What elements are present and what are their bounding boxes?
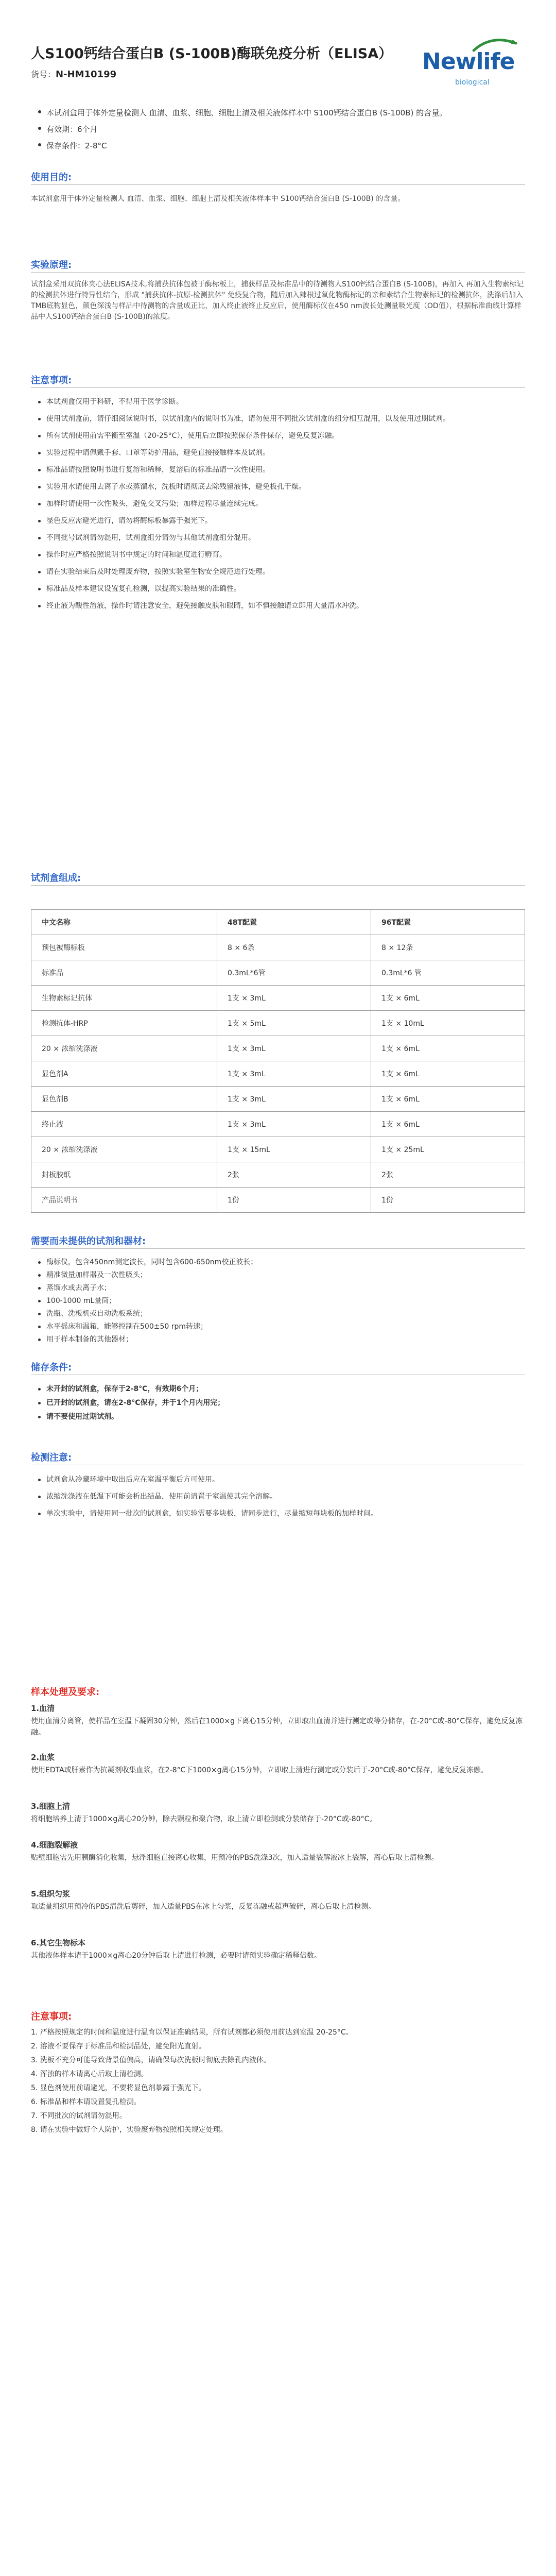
catalog-value: N-HM10199: [56, 69, 117, 80]
list-item: 1. 严格按照规定的时间和温度进行温育以保证准确结果，所有试剂都必须使用前达到室温 20-25°C。: [31, 2028, 353, 2037]
divider: [31, 387, 525, 388]
list-item: 试剂盒从冷藏环境中取出后应在室温平衡后方可使用。: [31, 1475, 525, 1485]
bullet-icon: [38, 110, 41, 113]
list-item: 6. 标准品和样本请设置复孔检测。: [31, 2098, 141, 2106]
table-row: [31, 1036, 525, 1061]
list-item: 所有试剂使用前需平衡至室温（20-25°C），使用后立即按照保存条件保存，避免反复冻融。: [31, 431, 525, 442]
logo-wordmark: Newlife: [422, 48, 515, 75]
table-cell: 8 × 12条: [371, 935, 525, 960]
table-row: [31, 1137, 525, 1162]
table-row: [31, 1087, 525, 1112]
table-cell: 20 × 浓缩洗涤液: [31, 1137, 217, 1162]
table-row: [31, 1011, 525, 1036]
list-item: 酶标仪，包含450nm测定波长，同时包含600-650nm校正波长；: [31, 1257, 525, 1268]
list-item: 100-1000 mL量筒；: [31, 1296, 525, 1307]
list-item: 标准品及样本建议设置复孔检测，以提高实验结果的准确性。: [31, 584, 525, 595]
detection-notes-list: [31, 1475, 525, 1526]
list-item: 操作时应严格按照说明书中规定的时间和温度进行孵育。: [31, 550, 525, 561]
header-bullet: 有效期：6个月: [31, 124, 525, 140]
divider: [31, 184, 525, 185]
table-cell: 1支 × 6mL: [371, 986, 525, 1011]
table-cell: 2张: [371, 1162, 525, 1188]
list-item: 实验用水请使用去离子水或蒸馏水，洗板时请彻底去除残留液体，避免板孔干燥。: [31, 482, 525, 493]
catalog-label: 货号：: [31, 70, 56, 79]
table-cell: 1支 × 6mL: [371, 1061, 525, 1087]
principle-text: 试剂盒采用双抗体夹心法ELISA技术,将捕获抗体包被于酶标板上，捕获样品及标准品中的待测物人S100钙结合蛋白B (S-100B)，再加入 再加入生物素标记的检测抗体进行特异性结合，形成 "捕获抗体-抗原-检测抗体" 免疫复合物，随后加入辣根过氧化物酶标记的亲和素结合生物素标记的检测抗体，洗涤后加入TMB底物显色，颜色深浅与样品中待测物的含量成正比，加入终止液终止反应后，使用酶标仪在450 nm波长处测量吸光度（OD值），根据标准曲线计算样品中人S100钙结合蛋白B (S-100B)的浓度。: [31, 280, 524, 321]
list-item: 终止液为酸性溶液，操作时请注意安全，避免接触皮肤和眼睛，如不慎接触请立即用大量清水冲洗。: [31, 601, 525, 612]
header: [31, 37, 525, 94]
sample-head-lysate: 4.细胞裂解液: [31, 1840, 78, 1850]
list-item: 请在实验结束后及时处理废弃物，按照实验室生物安全规范进行处理。: [31, 567, 525, 578]
table-header-row: [31, 910, 525, 935]
table-cell: 封板胶纸: [31, 1162, 217, 1188]
table-cell: 产品说明书: [31, 1188, 217, 1213]
table-cell: 1支 × 6mL: [371, 1036, 525, 1061]
list-item: 已开封的试剂盒，请在2-8°C保存，并于1个月内用完；: [31, 1398, 525, 1409]
list-item: 本试剂盒仅用于科研，不得用于医学诊断。: [31, 397, 525, 408]
sample-text-plasma: 使用EDTA或肝素作为抗凝剂收集血浆，在2-8°C下1000×g离心15分钟，立即取上清进行测定或分装后于-20°C或-80°C保存，避免反复冻融。: [31, 1766, 488, 1774]
divider: [31, 1248, 525, 1249]
divider: [31, 272, 525, 273]
list-item: 加样时请使用一次性吸头，避免交叉污染；加样过程尽量连续完成。: [31, 499, 525, 510]
header-bullet: 保存条件：2-8°C: [31, 140, 525, 157]
table-cell: 终止液: [31, 1112, 217, 1137]
divider: [31, 885, 525, 886]
storage-list: [31, 1384, 525, 1426]
table-cell: 2张: [217, 1162, 371, 1188]
table-cell: 1支 × 6mL: [371, 1112, 525, 1137]
list-item: 标准品请按照说明书进行复溶和稀释，复溶后的标准品请一次性使用。: [31, 465, 525, 476]
logo-subtitle: biological: [455, 78, 490, 87]
list-item: 蒸馏水或去离子水；: [31, 1283, 525, 1294]
table-cell: 1支 × 5mL: [217, 1011, 371, 1036]
list-item: 水平摇床和温箱，能够控制在500±50 rpm转速；: [31, 1321, 525, 1332]
table-row: [31, 1188, 525, 1213]
list-item: 精准微量加样器及一次性吸头；: [31, 1270, 525, 1281]
table-row: [31, 935, 525, 960]
table-cell: 1份: [371, 1188, 525, 1213]
table-cell: 预包被酶标板: [31, 935, 217, 960]
list-item: 使用试剂盒前，请仔细阅读说明书，以试剂盒内的说明书为准，请勿使用不同批次试剂盒的组分相互混用，以及使用过期试剂。: [31, 414, 525, 425]
sample-text-serum: 使用血清分离管，使样品在室温下凝固30分钟，然后在1000×g下离心15分钟，立即取出血清并进行测定或等分储存，在-20°C或-80°C保存，避免反复冻融。: [31, 1717, 523, 1737]
table-row: [31, 1061, 525, 1087]
list-item: 4. 浑浊的样本请离心后取上清检测。: [31, 2070, 148, 2078]
table-row: [31, 1112, 525, 1137]
list-item: 单次实验中，请使用同一批次的试剂盒，如实验需要多块板，请同步进行，尽量缩短每块板的加样时间。: [31, 1509, 525, 1519]
self-prepare-list: [31, 1257, 525, 1347]
table-cell: 生物素标记抗体: [31, 986, 217, 1011]
list-item: 3. 洗板不充分可能导致背景值偏高，请确保每次洗板时彻底去除孔内液体。: [31, 2056, 271, 2064]
list-item: 请不要使用过期试剂。: [31, 1412, 525, 1422]
sample-text-tissue: 取适量组织用预冷的PBS清洗后剪碎，加入适量PBS在冰上匀浆，反复冻融或超声破碎，离心后取上清检测。: [31, 1903, 376, 1911]
kit-table: [31, 909, 525, 1213]
storage-title: 储存条件:: [31, 1362, 72, 1373]
table-cell: 1支 × 3mL: [217, 1061, 371, 1087]
usage-text: 本试剂盒用于体外定量检测人 血清、血浆、细胞、细胞上清及相关液体样本中 S100钙结合蛋白B (S-100B) 的含量。: [31, 195, 405, 203]
column-header: 96T配置: [371, 910, 525, 935]
sample-head-plasma: 2.血浆: [31, 1753, 55, 1762]
table-cell: 1支 × 25mL: [371, 1137, 525, 1162]
table-row: [31, 960, 525, 986]
sample-head-other: 6.其它生物标本: [31, 1938, 86, 1947]
table-cell: 0.3mL*6 管: [371, 960, 525, 986]
table-cell: 1支 × 10mL: [371, 1011, 525, 1036]
list-item: 7. 不同批次的试剂请勿混用。: [31, 2112, 127, 2120]
table-cell: 1份: [217, 1188, 371, 1213]
table-cell: 8 × 6条: [217, 935, 371, 960]
sample-text-lysate: 贴壁细胞需先用胰酶消化收集，悬浮细胞直接离心收集，用预冷的PBS洗涤3次，加入适量裂解液冰上裂解，离心后取上清检测。: [31, 1854, 439, 1862]
sample-text-other: 其他液体样本请于1000×g离心20分钟后取上清进行检测，必要时请预实验确定稀释倍数。: [31, 1952, 322, 1960]
list-item: 不同批号试剂请勿混用，试剂盒组分请勿与其他试剂盒组分混用。: [31, 533, 525, 544]
notes-list: [31, 397, 525, 618]
list-item: 未开封的试剂盒，保存于2-8°C，有效期6个月；: [31, 1384, 525, 1395]
table-cell: 1支 × 3mL: [217, 1087, 371, 1112]
list-item: 5. 显色剂使用前请避光，不要将显色剂暴露于强光下。: [31, 2084, 206, 2092]
sample-text-supernatant: 将细胞培养上清于1000×g离心20分钟，除去颗粒和聚合物，取上清立即检测或分装储存于-20°C或-80°C。: [31, 1815, 377, 1823]
usage-title: 使用目的:: [31, 172, 72, 183]
table-cell: 0.3mL*6管: [217, 960, 371, 986]
list-item: 洗瓶、洗板机或自动洗板系统；: [31, 1309, 525, 1319]
list-item: 用于样本制备的其他器材；: [31, 1334, 525, 1345]
table-row: [31, 986, 525, 1011]
kit-title: 试剂盒组成:: [31, 873, 81, 884]
table-cell: 标准品: [31, 960, 217, 986]
bullet-icon: [38, 127, 41, 130]
table-cell: 1支 × 3mL: [217, 986, 371, 1011]
sample-notes-title: 注意事项:: [31, 2011, 72, 2022]
sample-notes-list: [31, 2027, 525, 2139]
detection-notes-title: 检测注意:: [31, 1452, 72, 1463]
column-header: 中文名称: [31, 910, 217, 935]
table-cell: 1支 × 6mL: [371, 1087, 525, 1112]
brand-logo: [422, 37, 520, 89]
list-item: 8. 请在实验中做好个人防护，实验废弃物按照相关规定处理。: [31, 2126, 228, 2134]
bullet-icon: [38, 143, 41, 146]
table-row: [31, 1162, 525, 1188]
sample-title: 样本处理及要求:: [31, 1687, 100, 1698]
table-cell: 显色剂A: [31, 1061, 217, 1087]
sample-head-serum: 1.血清: [31, 1704, 55, 1713]
self-prepare-title: 需要而未提供的试剂和器材:: [31, 1236, 146, 1247]
list-item: 显色反应需避光进行，请勿将酶标板暴露于强光下。: [31, 516, 525, 527]
table-cell: 1支 × 15mL: [217, 1137, 371, 1162]
catalog-number: [31, 68, 116, 80]
table-cell: 检测抗体-HRP: [31, 1011, 217, 1036]
column-header: 48T配置: [217, 910, 371, 935]
list-item: 浓缩洗涤液在低温下可能会析出结晶，使用前请置于室温使其完全溶解。: [31, 1492, 525, 1502]
notes-title: 注意事项:: [31, 375, 72, 386]
table-cell: 20 × 浓缩洗涤液: [31, 1036, 217, 1061]
list-item: 2. 溶液不要保存于标准品和检测品处，避免阳光直射。: [31, 2042, 206, 2050]
table-cell: 1支 × 3mL: [217, 1036, 371, 1061]
header-bullet: 本试剂盒用于体外定量检测人 血清、血浆、细胞、细胞上清及相关液体样本中 S100钙结合蛋白B (S-100B) 的含量。: [31, 107, 525, 124]
list-item: 实验过程中请佩戴手套、口罩等防护用品，避免直接接触样本及试剂。: [31, 448, 525, 459]
table-cell: 1支 × 3mL: [217, 1112, 371, 1137]
sample-head-supernatant: 3.细胞上清: [31, 1802, 71, 1811]
page-title: 人S100钙结合蛋白B (S-100B)酶联免疫分析（ELISA）: [31, 46, 393, 62]
principle-title: 实验原理:: [31, 260, 72, 270]
table-cell: 显色剂B: [31, 1087, 217, 1112]
header-bullets: [31, 107, 525, 157]
sample-head-tissue: 5.组织匀浆: [31, 1889, 71, 1899]
